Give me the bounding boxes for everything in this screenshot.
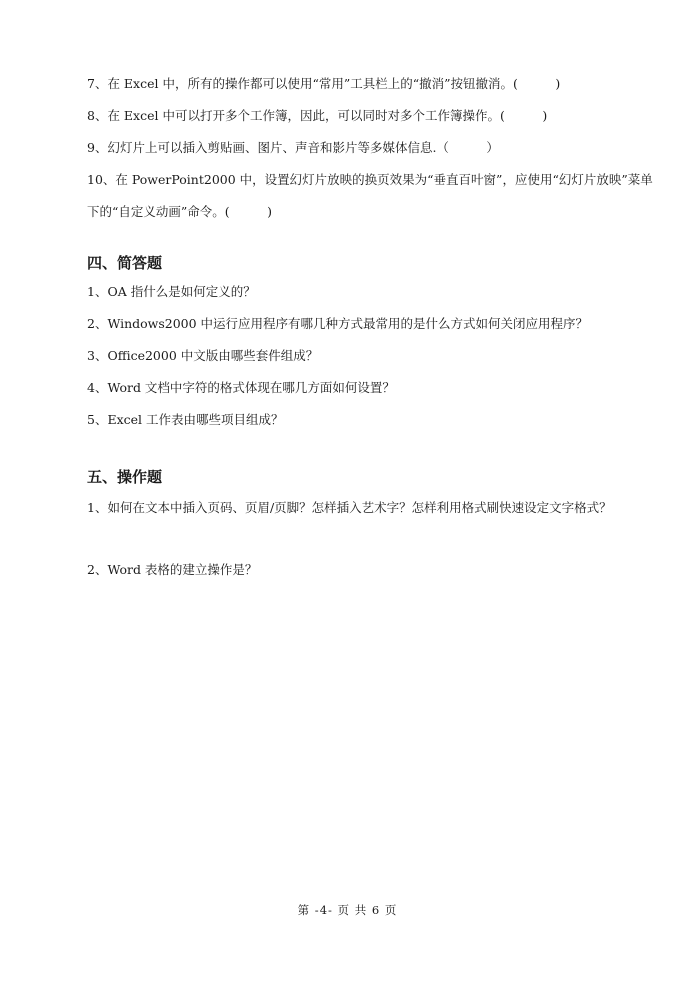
operation-item-1: 1、如何在文本中插入页码、页眉/页脚？怎样插入艺术字？怎样利用格式刷快速设定文字格式？ — [87, 500, 612, 515]
judgment-item-7: 7、在 Excel 中，所有的操作都可以使用“常用”工具栏上的“撤消”按钮撤消。( ) — [87, 76, 561, 91]
short-answer-item-1: 1、OA 指什么是如何定义的？ — [87, 284, 256, 299]
section-title-short-answer: 四、简答题 — [87, 254, 163, 272]
operation-item-2: 2、Word 表格的建立操作是？ — [87, 562, 258, 577]
section-title-operation: 五、操作题 — [87, 468, 163, 486]
short-answer-item-3: 3、Office2000 中文版由哪些套件组成？ — [87, 348, 319, 363]
page-content — [87, 74, 662, 580]
short-answer-item-4: 4、Word 文档中字符的格式体现在哪几方面如何设置？ — [87, 380, 395, 395]
judgment-item-9: 9、幻灯片上可以插入剪贴画、图片、声音和影片等多媒体信息.（ ） — [87, 140, 499, 155]
judgment-item-8: 8、在 Excel 中可以打开多个工作簿，因此，可以同时对多个工作簿操作。( ) — [87, 108, 548, 123]
judgment-item-10: 10、在 PowerPoint2000 中，设置幻灯片放映的换页效果为“垂直百叶窗”，应使用“幻灯片放映”菜单下的“自定义动画”命令。( ) — [87, 172, 653, 219]
short-answer-item-2: 2、Windows2000 中运行应用程序有哪几种方式最常用的是什么方式如何关闭应用程序？ — [87, 316, 589, 331]
short-answer-item-5: 5、Excel 工作表由哪些项目组成？ — [87, 412, 284, 427]
page-footer: 第 -4- 页 共 6 页 — [297, 903, 398, 917]
